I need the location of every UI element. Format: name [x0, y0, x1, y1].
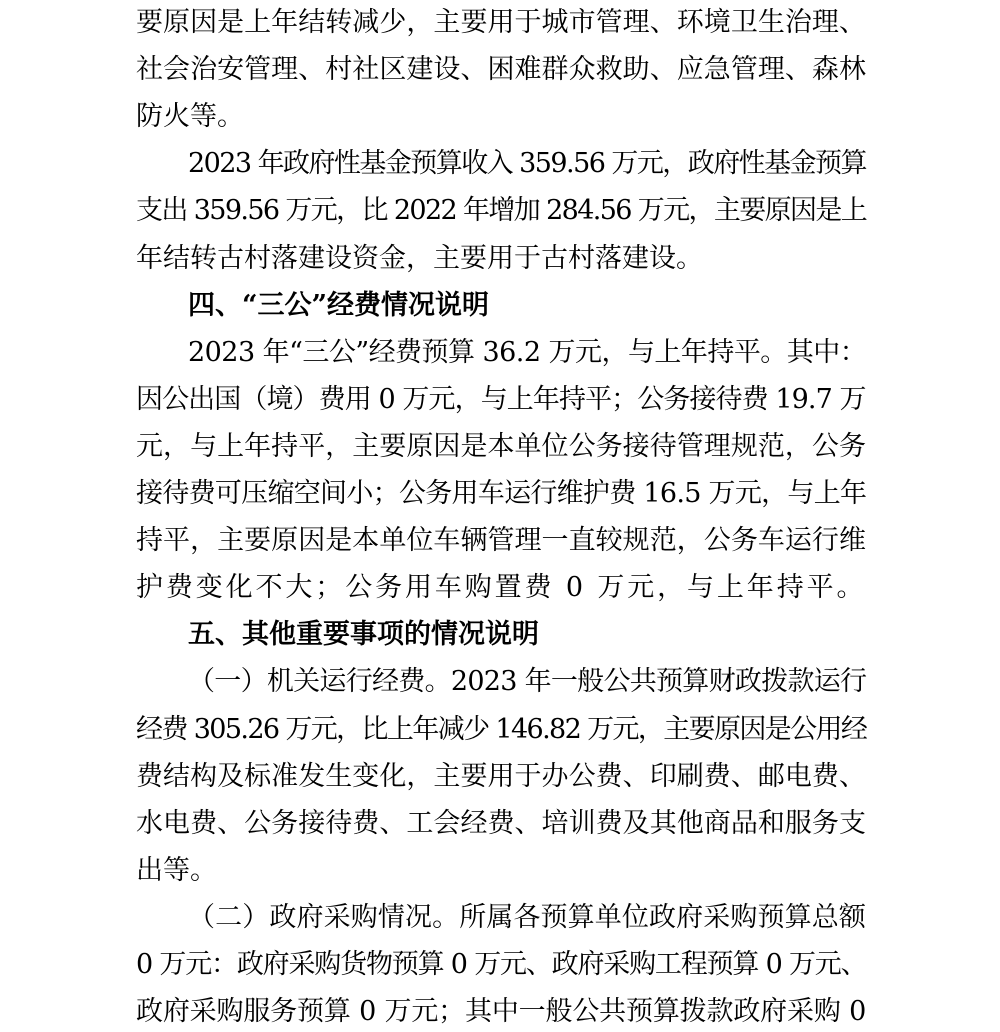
text-line: 2023 年“三公”经费预算 36.2 万元，与上年持平。其中：	[188, 336, 867, 368]
text-line: 0 万元：政府采购货物预算 0 万元、政府采购工程预算 0 万元、	[136, 949, 867, 980]
text-line: 护费变化不大；公务用车购置费 0 万元，与上年持平。	[136, 572, 867, 604]
text-line: 持平，主要原因是本单位车辆管理一直较规范，公务车运行维	[136, 525, 866, 557]
text-line: 水电费、公务接待费、工会经费、培训费及其他商品和服务支	[136, 807, 866, 839]
text-line: 因公出国（境）费用 0 万元，与上年持平；公务接待费 19.7 万	[136, 383, 866, 415]
section-heading: 四、“三公”经费情况说明	[188, 289, 490, 321]
text-line: 社会治安管理、村社区建设、困难群众救助、应急管理、森林	[136, 54, 866, 86]
text-line: 费结构及标准发生变化，主要用于办公费、印刷费、邮电费、	[136, 760, 866, 792]
text-line: 2023 年政府性基金预算收入 359.56 万元，政府性基金预算	[188, 148, 866, 180]
text-line: 支出 359.56 万元，比 2022 年增加 284.56 万元，主要原因是上	[136, 195, 867, 227]
text-line: （一）机关运行经费。2023 年一般公共预算财政拨款运行	[188, 666, 867, 698]
text-line: 经费 305.26 万元，比上年减少 146.82 万元，主要原因是公用经	[136, 713, 867, 745]
text-line: （二）政府采购情况。所属各预算单位政府采购预算总额	[188, 901, 866, 933]
text-line: 政府采购服务预算 0 万元；其中一般公共预算拨款政府采购 0	[136, 996, 867, 1028]
text-line: 接待费可压缩空间小；公务用车运行维护费 16.5 万元，与上年	[136, 478, 867, 509]
text-line: 年结转古村落建设资金，主要用于古村落建设。	[136, 242, 703, 274]
text-line: 元，与上年持平，主要原因是本单位公务接待管理规范，公务	[136, 430, 866, 462]
text-line: 要原因是上年结转减少，主要用于城市管理、环境卫生治理、	[136, 7, 866, 38]
text-line: 防火等。	[136, 101, 244, 133]
section-heading: 五、其他重要事项的情况说明	[188, 619, 539, 651]
text-line: 出等。	[136, 854, 217, 886]
